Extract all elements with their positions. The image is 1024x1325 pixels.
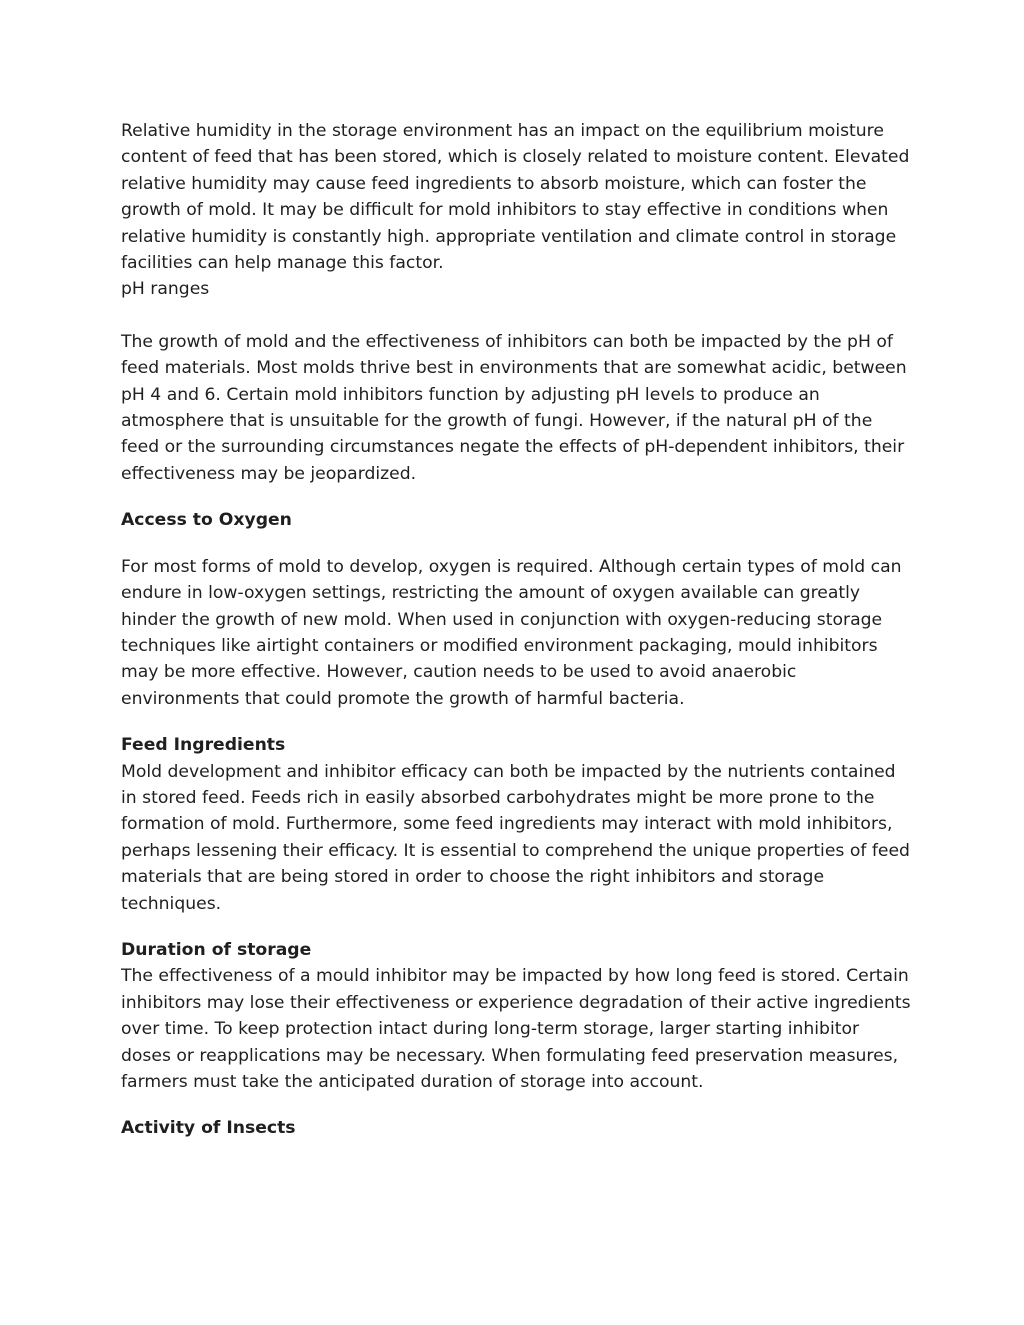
heading-duration-of-storage: Duration of storage (121, 939, 312, 960)
paragraph-relative-humidity: Relative humidity in the storage environment has an impact on the equilibrium moisture content of feed that has been stored, which is closely related to moisture content. Elevated relative humidity may cause feed ingredients to absorb moisture, which can foster the growth of mold. It may be difficult for mold inhibitors to stay effective in conditions when relative humidity is constantly high. appropriate ventilation and climate control in storage facilities can help manage this factor. (121, 121, 910, 274)
ph-ranges-label: pH ranges (121, 279, 210, 300)
document-page (121, 118, 911, 1142)
paragraph-duration: The effectiveness of a mould inhibitor may be impacted by how long feed is stored. Certain inhibitors may lose their effectiveness or experience degradation of their active ingredients over time. To keep protection intact during long-term storage, larger starting inhibitor doses or reapplications may be necessary. When formulating feed preservation measures, farmers must take the anticipated duration of storage into account. (121, 966, 911, 1092)
heading-activity-of-insects: Activity of Insects (121, 1118, 296, 1139)
paragraph-feed-ingredients: Mold development and inhibitor efficacy can both be impacted by the nutrients contained in stored feed. Feeds rich in easily absorbed carbohydrates might be more prone to the formation of mold. Furthermore, some feed ingredients may interact with mold inhibitors, perhaps lessening their efficacy. It is essential to comprehend the unique properties of feed materials that are being stored in order to choose the right inhibitors and storage techniques. (121, 761, 910, 914)
paragraph-oxygen: For most forms of mold to develop, oxygen is required. Although certain types of mold can endure in low-oxygen settings, restricting the amount of oxygen available can greatly hinder the growth of new mold. When used in conjunction with oxygen-reducing storage techniques like airtight containers or modified environment packaging, mould inhibitors may be more effective. However, caution needs to be used to avoid anaerobic environments that could promote the growth of harmful bacteria. (121, 556, 902, 709)
heading-feed-ingredients: Feed Ingredients (121, 735, 286, 756)
heading-access-to-oxygen: Access to Oxygen (121, 510, 292, 531)
paragraph-ph: The growth of mold and the effectiveness of inhibitors can both be impacted by the pH of feed materials. Most molds thrive best in environments that are somewhat acidic, between pH 4 and 6. Certain mold inhibitors function by adjusting pH levels to produce an atmosphere that is unsuitable for the growth of fungi. However, if the natural pH of the feed or the surrounding circumstances negate the effects of pH-dependent inhibitors, their effectiveness may be jeopardized. (121, 331, 907, 484)
